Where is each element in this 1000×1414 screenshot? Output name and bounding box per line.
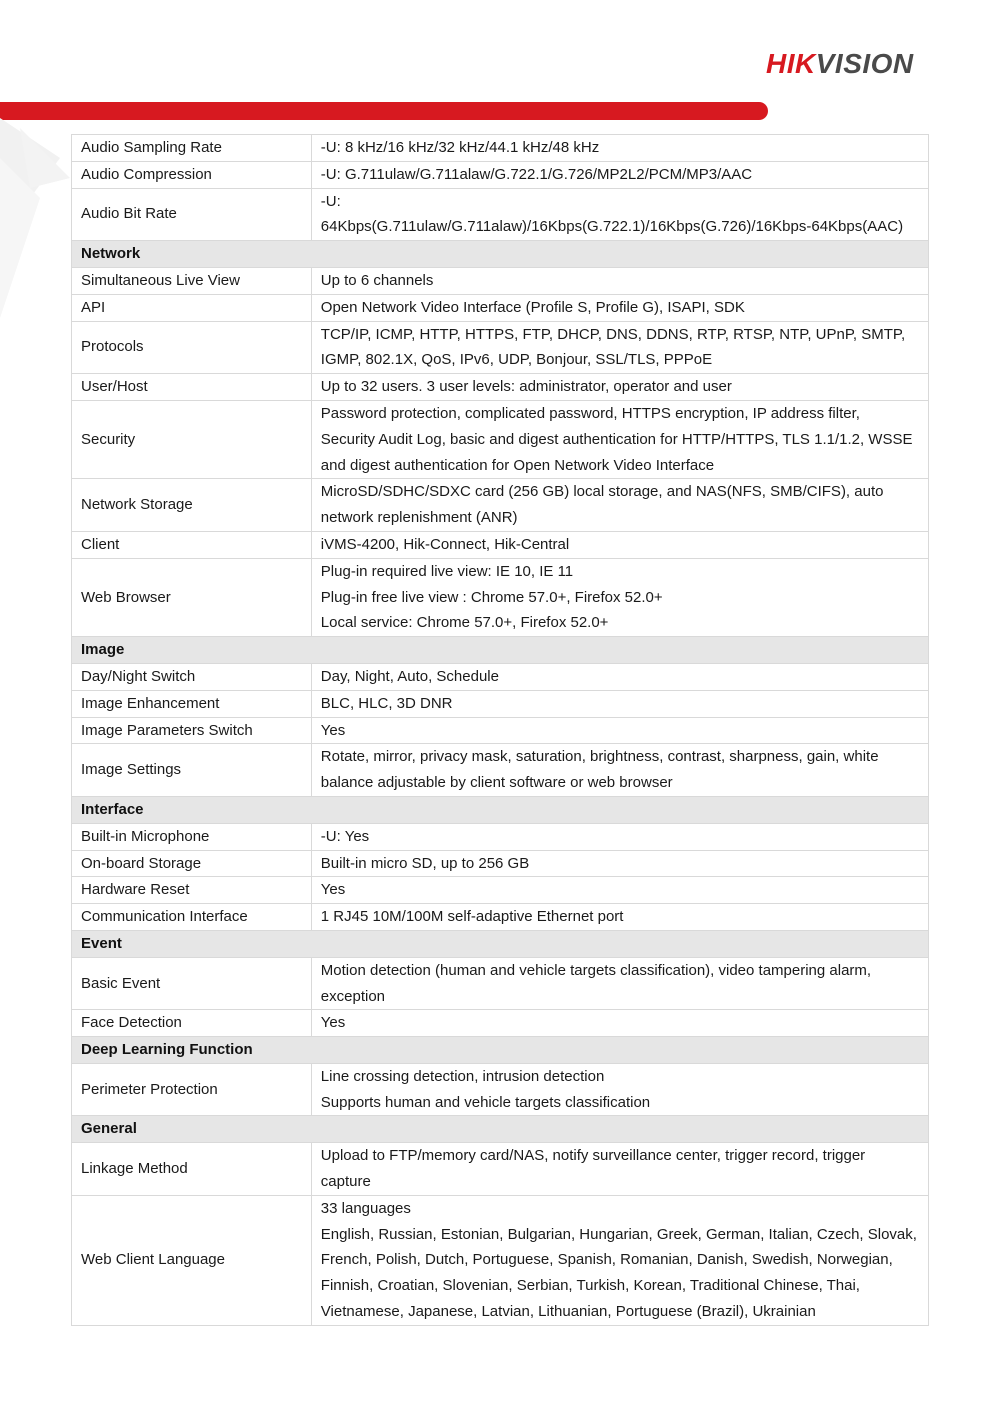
- spec-row: [72, 957, 929, 1010]
- spec-row: [72, 558, 929, 636]
- section-title: Deep Learning Function: [72, 1037, 929, 1064]
- spec-label: Linkage Method: [72, 1143, 312, 1196]
- spec-value: [311, 479, 928, 532]
- spec-value-line: Upload to FTP/memory card/NAS, notify surveillance center, trigger record, trigger: [320, 1147, 866, 1165]
- spec-value: [311, 717, 928, 744]
- spec-value-line: French, Polish, Dutch, Portuguese, Spanish, Romanian, Danish, Swedish, Norwegian,: [320, 1251, 893, 1269]
- spec-value-line: Yes: [320, 721, 346, 739]
- spec-label: Day/Night Switch: [72, 663, 312, 690]
- spec-row: [72, 1010, 929, 1037]
- spec-value-line: network replenishment (ANR): [320, 509, 518, 527]
- spec-value: [311, 663, 928, 690]
- spec-label: Audio Bit Rate: [72, 188, 312, 241]
- spec-row: [72, 877, 929, 904]
- spec-value-line: Up to 6 channels: [320, 271, 434, 289]
- spec-value-line: Up to 32 users. 3 user levels: administrator, operator and user: [320, 378, 732, 396]
- spec-label: API: [72, 294, 312, 321]
- spec-value: [311, 321, 928, 374]
- spec-value-line: Finnish, Croatian, Slovenian, Serbian, Turkish, Korean, Traditional Chinese, Thai,: [320, 1277, 860, 1295]
- spec-value-line: exception: [320, 987, 386, 1005]
- spec-label: Network Storage: [72, 479, 312, 532]
- spec-value-line: Rotate, mirror, privacy mask, saturation, brightness, contrast, sharpness, gain, white: [320, 748, 879, 766]
- spec-value-line: Local service: Chrome 57.0+, Firefox 52.0+: [320, 614, 609, 632]
- spec-row: [72, 135, 929, 162]
- section-title: Interface: [72, 796, 929, 823]
- spec-value: [311, 877, 928, 904]
- spec-label: Communication Interface: [72, 904, 312, 931]
- spec-label: Audio Sampling Rate: [72, 135, 312, 162]
- spec-value-line: iVMS-4200, Hik-Connect, Hik-Central: [320, 535, 570, 553]
- spec-row: [72, 1063, 929, 1116]
- spec-value-line: Supports human and vehicle targets classification: [320, 1093, 651, 1111]
- spec-row: [72, 904, 929, 931]
- spec-value-line: 33 languages: [320, 1199, 411, 1217]
- spec-label: Image Enhancement: [72, 690, 312, 717]
- spec-label: Web Browser: [72, 558, 312, 636]
- spec-row: [72, 717, 929, 744]
- section-header-row: [72, 796, 929, 823]
- spec-row: [72, 161, 929, 188]
- header-red-bar: [0, 102, 768, 120]
- spec-row: [72, 321, 929, 374]
- spec-value: [311, 690, 928, 717]
- spec-label: Built-in Microphone: [72, 823, 312, 850]
- spec-value-line: Open Network Video Interface (Profile S, Profile G), ISAPI, SDK: [320, 298, 745, 316]
- spec-row: [72, 188, 929, 241]
- spec-value-line: -U: G.711ulaw/G.711alaw/G.722.1/G.726/MP2L2/PCM/MP3/AAC: [320, 165, 753, 183]
- spec-value: [311, 531, 928, 558]
- spec-value-line: Built-in micro SD, up to 256 GB: [320, 854, 530, 872]
- spec-value-line: 1 RJ45 10M/100M self-adaptive Ethernet port: [320, 908, 624, 926]
- spec-label: On-board Storage: [72, 850, 312, 877]
- spec-value-line: balance adjustable by client software or web browser: [320, 774, 673, 792]
- spec-value: [311, 823, 928, 850]
- spec-label: Perimeter Protection: [72, 1063, 312, 1116]
- section-title: Image: [72, 637, 929, 664]
- spec-label: Protocols: [72, 321, 312, 374]
- spec-value: [311, 1143, 928, 1196]
- spec-value-line: English, Russian, Estonian, Bulgarian, Hungarian, Greek, German, Italian, Czech, Slovak,: [320, 1225, 917, 1243]
- spec-value: [311, 267, 928, 294]
- section-header-row: [72, 241, 929, 268]
- hikvision-logo: [766, 44, 956, 84]
- spec-value-line: -U: Yes: [320, 827, 370, 845]
- spec-value-line: TCP/IP, ICMP, HTTP, HTTPS, FTP, DHCP, DNS, DDNS, RTP, RTSP, NTP, UPnP, SMTP,: [320, 325, 906, 343]
- spec-value-line: -U: 8 kHz/16 kHz/32 kHz/44.1 kHz/48 kHz: [320, 139, 600, 156]
- spec-label: Security: [72, 400, 312, 478]
- spec-value-line: IGMP, 802.1X, QoS, IPv6, UDP, Bonjour, SSL/TLS, PPPoE: [320, 351, 713, 369]
- spec-label: Basic Event: [72, 957, 312, 1010]
- section-header-row: [72, 1037, 929, 1064]
- spec-value-line: Password protection, complicated password, HTTPS encryption, IP address filter,: [320, 404, 860, 422]
- spec-value-line: Yes: [320, 1014, 346, 1032]
- spec-label: User/Host: [72, 374, 312, 401]
- spec-value: [311, 558, 928, 636]
- spec-value: [311, 744, 928, 797]
- spec-value: [311, 1010, 928, 1037]
- section-title: Event: [72, 930, 929, 957]
- spec-value: [311, 161, 928, 188]
- spec-row: [72, 374, 929, 401]
- spec-row: [72, 1195, 929, 1325]
- spec-row: [72, 744, 929, 797]
- section-header-row: [72, 930, 929, 957]
- decorative-shards-graphic: [0, 118, 72, 338]
- spec-value-line: Motion detection (human and vehicle targets classification), video tampering alarm,: [320, 961, 872, 979]
- spec-label: Face Detection: [72, 1010, 312, 1037]
- spec-row: [72, 479, 929, 532]
- spec-label: Image Parameters Switch: [72, 717, 312, 744]
- spec-label: Audio Compression: [72, 161, 312, 188]
- logo-text-vision: VISION: [815, 48, 914, 79]
- spec-value: [311, 1063, 928, 1116]
- spec-label: Hardware Reset: [72, 877, 312, 904]
- spec-label: Client: [72, 531, 312, 558]
- spec-value: [311, 850, 928, 877]
- spec-value-line: -U:: [320, 192, 341, 210]
- spec-row: [72, 823, 929, 850]
- spec-label: Simultaneous Live View: [72, 267, 312, 294]
- spec-value: [311, 294, 928, 321]
- spec-value-line: Day, Night, Auto, Schedule: [320, 667, 499, 685]
- spec-row: [72, 1143, 929, 1196]
- spec-value-line: BLC, HLC, 3D DNR: [320, 694, 453, 712]
- spec-label: Image Settings: [72, 744, 312, 797]
- spec-value-line: and digest authentication for Open Network Video Interface: [320, 456, 715, 474]
- section-title: Network: [72, 241, 929, 268]
- section-header-row: [72, 637, 929, 664]
- spec-row: [72, 400, 929, 478]
- spec-value: [311, 957, 928, 1010]
- spec-label: Web Client Language: [72, 1195, 312, 1325]
- spec-row: [72, 294, 929, 321]
- spec-value-line: Line crossing detection, intrusion detection: [320, 1067, 605, 1085]
- spec-value: [311, 374, 928, 401]
- spec-value: [311, 904, 928, 931]
- spec-value-line: MicroSD/SDHC/SDXC card (256 GB) local storage, and NAS(NFS, SMB/CIFS), auto: [320, 483, 884, 501]
- spec-value-line: 64Kbps(G.711ulaw/G.711alaw)/16Kbps(G.722.1)/16Kbps(G.726)/16Kbps-64Kbps(AAC): [320, 218, 904, 236]
- spec-value-line: capture: [320, 1173, 371, 1191]
- spec-value-line: Plug-in required live view: IE 10, IE 11: [320, 562, 574, 580]
- spec-row: [72, 267, 929, 294]
- spec-row: [72, 531, 929, 558]
- spec-value-line: Security Audit Log, basic and digest authentication for HTTP/HTTPS, TLS 1.1/1.2, WSSE: [320, 430, 913, 448]
- spec-row: [72, 663, 929, 690]
- spec-value-line: Plug-in free live view : Chrome 57.0+, Firefox 52.0+: [320, 588, 663, 606]
- spec-value-line: Vietnamese, Japanese, Latvian, Lithuanian, Portuguese (Brazil), Ukrainian: [320, 1303, 816, 1321]
- section-header-row: [72, 1116, 929, 1143]
- spec-value: [311, 1195, 928, 1325]
- spec-value: [311, 135, 928, 162]
- spec-value: [311, 188, 928, 241]
- logo-text-hik: HIK: [766, 48, 816, 79]
- spec-table: [71, 134, 929, 1326]
- spec-row: [72, 690, 929, 717]
- spec-value-line: Yes: [320, 881, 346, 899]
- section-title: General: [72, 1116, 929, 1143]
- spec-value: [311, 400, 928, 478]
- spec-row: [72, 850, 929, 877]
